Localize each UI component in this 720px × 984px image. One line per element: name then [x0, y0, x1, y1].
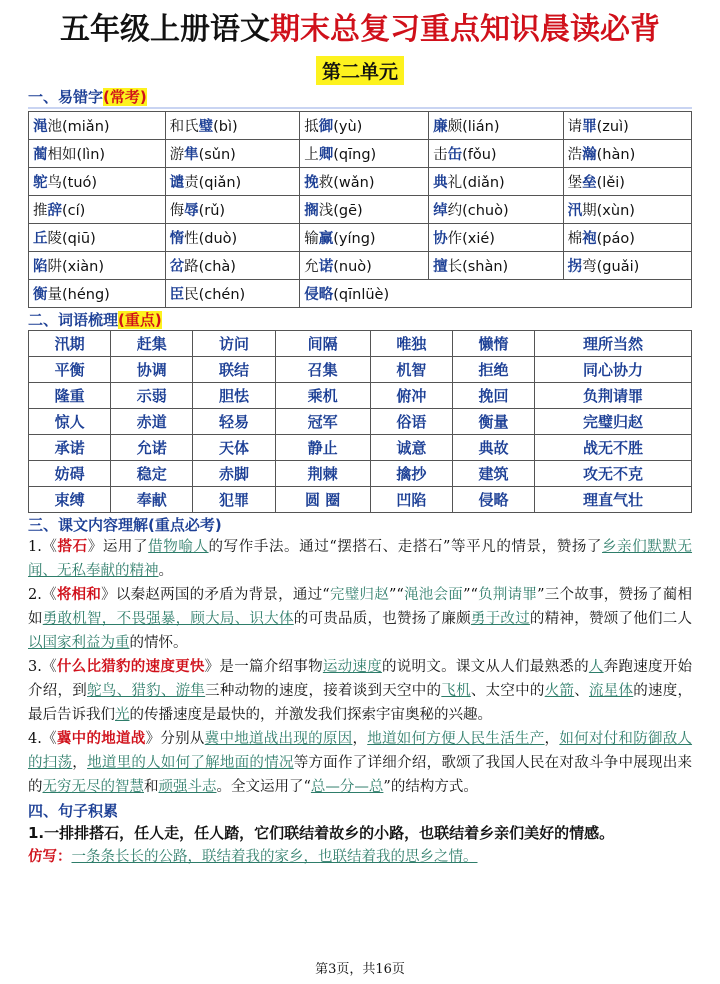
- error-cell: 汛期(xùn): [563, 196, 691, 224]
- paragraph-2: 2.《将相和》以秦赵两国的矛盾为背景，通过“完璧归赵”“渑池会面”“负荆请罪”三个故事，赞扬了蔺相如勇敢机智，不畏强暴，顾大局、识大体的可贵品质，也赞扬了廉颇勇于改过的精神，赞颂了他们二人以国家利益为重的情怀。: [28, 586, 693, 651]
- vocab-cell: 乘机: [275, 383, 370, 409]
- vocab-cell: 完璧归赵: [535, 409, 692, 435]
- sec1-label: 一、易错字: [28, 88, 104, 106]
- error-cell: 抵御(yù): [300, 112, 429, 140]
- error-row: [29, 196, 692, 224]
- vocab-cell: 犯罪: [193, 487, 275, 513]
- error-cell: 侮辱(rǔ): [165, 196, 300, 224]
- error-row: [29, 252, 692, 280]
- vocab-cell: 允诺: [111, 435, 193, 461]
- sec2-label: 二、词语梳理: [28, 311, 119, 329]
- section-text-understanding-heading: [28, 515, 692, 535]
- vocab-cell: 衡量: [452, 409, 534, 435]
- error-cell: 棉袍(páo): [563, 224, 691, 252]
- error-cell: 臣民(chén): [165, 280, 300, 308]
- error-cell: 渑池(miǎn): [29, 112, 166, 140]
- vocab-cell: 攻无不克: [535, 461, 692, 487]
- vocab-row: [29, 409, 692, 435]
- vocab-cell: 示弱: [111, 383, 193, 409]
- vocab-cell: 拒绝: [452, 357, 534, 383]
- vocab-cell: 惊人: [29, 409, 111, 435]
- page-footer: 第3页，共16页: [315, 962, 405, 977]
- section-sentence-heading: [28, 801, 692, 821]
- title-part2: 期末总复习重点知识晨读必背: [270, 12, 660, 47]
- vocab-cell: 汛期: [29, 331, 111, 357]
- error-cell: 击缶(fǒu): [429, 140, 564, 168]
- paragraph-3: 3.《什么比猎豹的速度更快》是一篇介绍事物运动速度的说明文。课文从人们最熟悉的人奔跑速度开始介绍，到鸵鸟、猎豹、游隼三种动物的速度，接着谈到天空中的飞机、太空中的火箭、流星体的速度，最后告诉我们光的传播速度是最快的，并激发我们探索宇宙奥秘的兴趣。: [28, 658, 693, 723]
- sec3-label: 三、课文内容理解: [28, 516, 149, 534]
- vocab-cell: 理直气壮: [535, 487, 692, 513]
- vocab-row: [29, 331, 692, 357]
- vocab-cell: 冠军: [275, 409, 370, 435]
- vocab-cell: 稳定: [111, 461, 193, 487]
- error-cell: 典礼(diǎn): [429, 168, 564, 196]
- section-vocab-heading: [28, 310, 692, 330]
- vocab-cell: 诚意: [370, 435, 452, 461]
- vocab-cell: 胆怯: [193, 383, 275, 409]
- title-part1: 五年级上册语文: [60, 12, 270, 47]
- error-cell: 游隼(sǔn): [165, 140, 300, 168]
- vocab-cell: 唯独: [370, 331, 452, 357]
- error-cell: 协作(xié): [429, 224, 564, 252]
- error-cell: 浩瀚(hàn): [563, 140, 691, 168]
- vocab-row: [29, 435, 692, 461]
- vocab-cell: 联结: [193, 357, 275, 383]
- vocab-cell: 圆 圈: [275, 487, 370, 513]
- error-cell: 丘陵(qiū): [29, 224, 166, 252]
- vocab-cell: 擒抄: [370, 461, 452, 487]
- section-error-chars-heading: [28, 87, 692, 107]
- paragraph-1: 1.《搭石》运用了借物喻人的写作手法。通过“摆搭石、走搭石”等平凡的情景，赞扬了乡亲们默默无闻、无私奉献的精神。: [28, 538, 693, 579]
- vocab-cell: 平衡: [29, 357, 111, 383]
- error-cell: 绰约(chuò): [429, 196, 564, 224]
- error-cell: 擅长(shàn): [429, 252, 564, 280]
- unit-heading: [28, 56, 692, 85]
- vocab-cell: 负荆请罪: [535, 383, 692, 409]
- error-cell: 衡量(héng): [29, 280, 166, 308]
- divider: [28, 107, 692, 109]
- error-cell: 谴责(qiǎn): [165, 168, 300, 196]
- vocab-cell: 静止: [275, 435, 370, 461]
- vocab-cell: 建筑: [452, 461, 534, 487]
- error-cell: 鸵鸟(tuó): [29, 168, 166, 196]
- error-cell: 上卿(qīng): [300, 140, 429, 168]
- vocab-cell: 召集: [275, 357, 370, 383]
- error-cell: 允诺(nuò): [300, 252, 429, 280]
- vocab-cell: 间隔: [275, 331, 370, 357]
- vocab-cell: 赶集: [111, 331, 193, 357]
- sec3-tag: (重点必考): [148, 516, 222, 534]
- imitation-line: [28, 845, 692, 869]
- error-row: [29, 168, 692, 196]
- error-row: [29, 140, 692, 168]
- vocab-table: [28, 330, 692, 513]
- vocab-cell: 奉献: [111, 487, 193, 513]
- vocab-cell: 承诺: [29, 435, 111, 461]
- error-cell: 惰性(duò): [165, 224, 300, 252]
- vocab-cell: 束缚: [29, 487, 111, 513]
- vocab-cell: 俗语: [370, 409, 452, 435]
- paragraph-4: 4.《冀中的地道战》分别从冀中地道战出现的原因，地道如何方便人民生活生产，如何对付和防御敌人的扫荡，地道里的人如何了解地面的情况等方面作了详细介绍，歌颂了我国人民在对敌斗争中展现出来的无穷无尽的智慧和顽强斗志。全文运用了“总—分—总”的结构方式。: [28, 730, 693, 795]
- vocab-cell: 侵略: [452, 487, 534, 513]
- vocab-row: [29, 487, 692, 513]
- error-cell: 推辞(cí): [29, 196, 166, 224]
- vocab-cell: 荆棘: [275, 461, 370, 487]
- error-cell: 搁浅(gē): [300, 196, 429, 224]
- error-cell: 输赢(yíng): [300, 224, 429, 252]
- vocab-cell: 战无不胜: [535, 435, 692, 461]
- error-cell: 堡垒(lěi): [563, 168, 691, 196]
- error-cell: 和氏璧(bì): [165, 112, 300, 140]
- vocab-cell: 同心协力: [535, 357, 692, 383]
- sec2-tag: (重点): [118, 311, 162, 329]
- error-cell: 岔路(chà): [165, 252, 300, 280]
- vocab-cell: 理所当然: [535, 331, 692, 357]
- error-cell: 侵略(qīnlüè): [300, 280, 692, 308]
- vocab-cell: 典故: [452, 435, 534, 461]
- vocab-cell: 协调: [111, 357, 193, 383]
- vocab-cell: 赤脚: [193, 461, 275, 487]
- imitation-label: 仿写：: [28, 848, 72, 865]
- vocab-cell: 懒惰: [452, 331, 534, 357]
- vocab-cell: 机智: [370, 357, 452, 383]
- unit-label: 第二单元: [316, 56, 404, 85]
- sec1-tag: (常考): [103, 88, 147, 106]
- error-cell: 挽救(wǎn): [300, 168, 429, 196]
- vocab-cell: 俯冲: [370, 383, 452, 409]
- vocab-row: [29, 383, 692, 409]
- error-cell: 请罪(zuì): [563, 112, 691, 140]
- page-title: [28, 0, 692, 52]
- vocab-cell: 妨碍: [29, 461, 111, 487]
- error-cell: 蔺相如(lìn): [29, 140, 166, 168]
- error-row: [29, 280, 692, 308]
- vocab-cell: 凹陷: [370, 487, 452, 513]
- error-cell: 拐弯(guǎi): [563, 252, 691, 280]
- sec4-label: 四、句子积累: [28, 802, 119, 820]
- vocab-cell: 轻易: [193, 409, 275, 435]
- error-chars-table: [28, 111, 692, 308]
- error-row: [29, 224, 692, 252]
- vocab-cell: 访问: [193, 331, 275, 357]
- vocab-row: [29, 357, 692, 383]
- error-cell: 陷阱(xiàn): [29, 252, 166, 280]
- vocab-cell: 天体: [193, 435, 275, 461]
- sentence-1: 1.一排排搭石，任人走，任人踏，它们联结着故乡的小路，也联结着乡亲们美好的情感。: [28, 824, 615, 842]
- vocab-cell: 赤道: [111, 409, 193, 435]
- vocab-cell: 隆重: [29, 383, 111, 409]
- imitation-text: 一条条长长的公路，联结着我的家乡，也联结着我的思乡之情。: [71, 849, 478, 865]
- error-cell: 廉颇(lián): [429, 112, 564, 140]
- error-row: [29, 112, 692, 140]
- vocab-row: [29, 461, 692, 487]
- vocab-cell: 挽回: [452, 383, 534, 409]
